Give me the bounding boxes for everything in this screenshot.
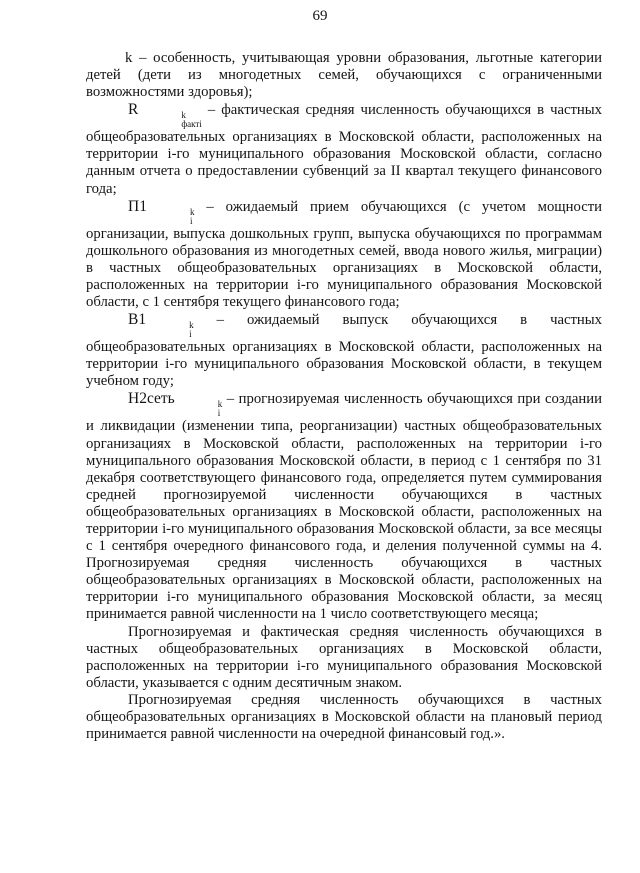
symbol-subscript: i (189, 215, 193, 226)
formula-symbol-v1 (128, 311, 194, 340)
symbol-base: В1 (128, 311, 147, 329)
paragraph-text: – ожидаемый выпуск обучающихся в частных общеобразовательных организациях в Московской области, расположенных на территории i-го муниципального образования Московской области, в текущем учебном году; (86, 312, 602, 390)
paragraph-text: – прогнозируемая численность обучающихся при создании и ликвидации (изменении типа, реорганизации) частных общеобразовательных организациях в Московской области, расположенных на территории i-го муниципального образования Московской области, в период с 1 сентября по 31 декабря соответствующего финансового года, определяется путем суммирования средней прогнозируемой численности обучающихся в частных общеобразовательных организациях в Московской области, расположенных на территории i-го муниципального образования Московской области, за все месяцы с 1 сентября очередного финансового года, и деления полученной суммы на 4. Прогнозируемая средняя численность обучающихся в частных общеобразовательных организациях в Московской области, расположенных на территории i-го муниципального образования Московской области, за месяц принимается равной численности на 1 число соответствующего месяца; (86, 391, 602, 623)
symbol-superscript: k (189, 320, 194, 331)
symbol-subscript: i (217, 408, 221, 419)
symbol-subscript: фактi (181, 119, 202, 130)
symbol-base: П1 (128, 197, 147, 215)
paragraph-text: – ожидаемый прием обучающихся (с учетом мощности организации, выпуска дошкольных групп, выпуска обучающихся по программам дошкольного образования из многодетных семей, ввода нового жилья, миграции) в частных общеобразовательных организациях в Московской области, расположенных на территории i-го муниципального образования Московской области, с 1 сентября текущего финансового года; (86, 198, 602, 311)
symbol-base: R (128, 101, 139, 119)
symbol-superscript: k (189, 206, 195, 217)
paragraph-text: – фактическая средняя численность обучающихся в частных общеобразовательных организациях в Московской области, расположенных на территории i-го муниципального образования Московской области, согласно данным отчета о предоставлении субвенций за II квартал текущего финансового года; (86, 102, 602, 197)
paragraph-text: k – особенность, учитывающая уровни образования, льготные категории детей (дети из многодетных семей, обучающихся с ограниченными возможностями здоровья); (86, 50, 602, 101)
document-body (86, 50, 602, 743)
formula-symbol-p1 (128, 197, 195, 226)
paragraph-text: Прогнозируемая и фактическая средняя численность обучающихся в частных общеобразовательных организациях в Московской области, расположенных на территории i-го муниципального образования Московской области, указывается с одним десятичным знаком. (86, 623, 602, 691)
symbol-superscript: k (217, 399, 223, 410)
paragraph-text: Прогнозируемая средняя численность обучающихся в частных общеобразовательных организациях в Московской области на плановый период принимается равной численности на очередной финансовый год.». (86, 691, 602, 743)
symbol-superscript: k (181, 110, 186, 121)
paragraph-planning-period-rule (86, 692, 602, 743)
page-number: 69 (312, 8, 328, 24)
formula-symbol-r-fact (128, 101, 202, 130)
paragraph-k-definition (86, 50, 602, 101)
formula-symbol-n2-network (128, 390, 223, 419)
paragraph-rounding-rule (86, 624, 602, 692)
paragraph-v1-definition (86, 311, 602, 390)
symbol-base: Н2сеть (128, 390, 175, 408)
paragraph-p1-definition (86, 198, 602, 311)
paragraph-r-fact-definition (86, 101, 602, 197)
paragraph-n2-network-definition (86, 390, 602, 623)
symbol-subscript: i (189, 329, 192, 340)
